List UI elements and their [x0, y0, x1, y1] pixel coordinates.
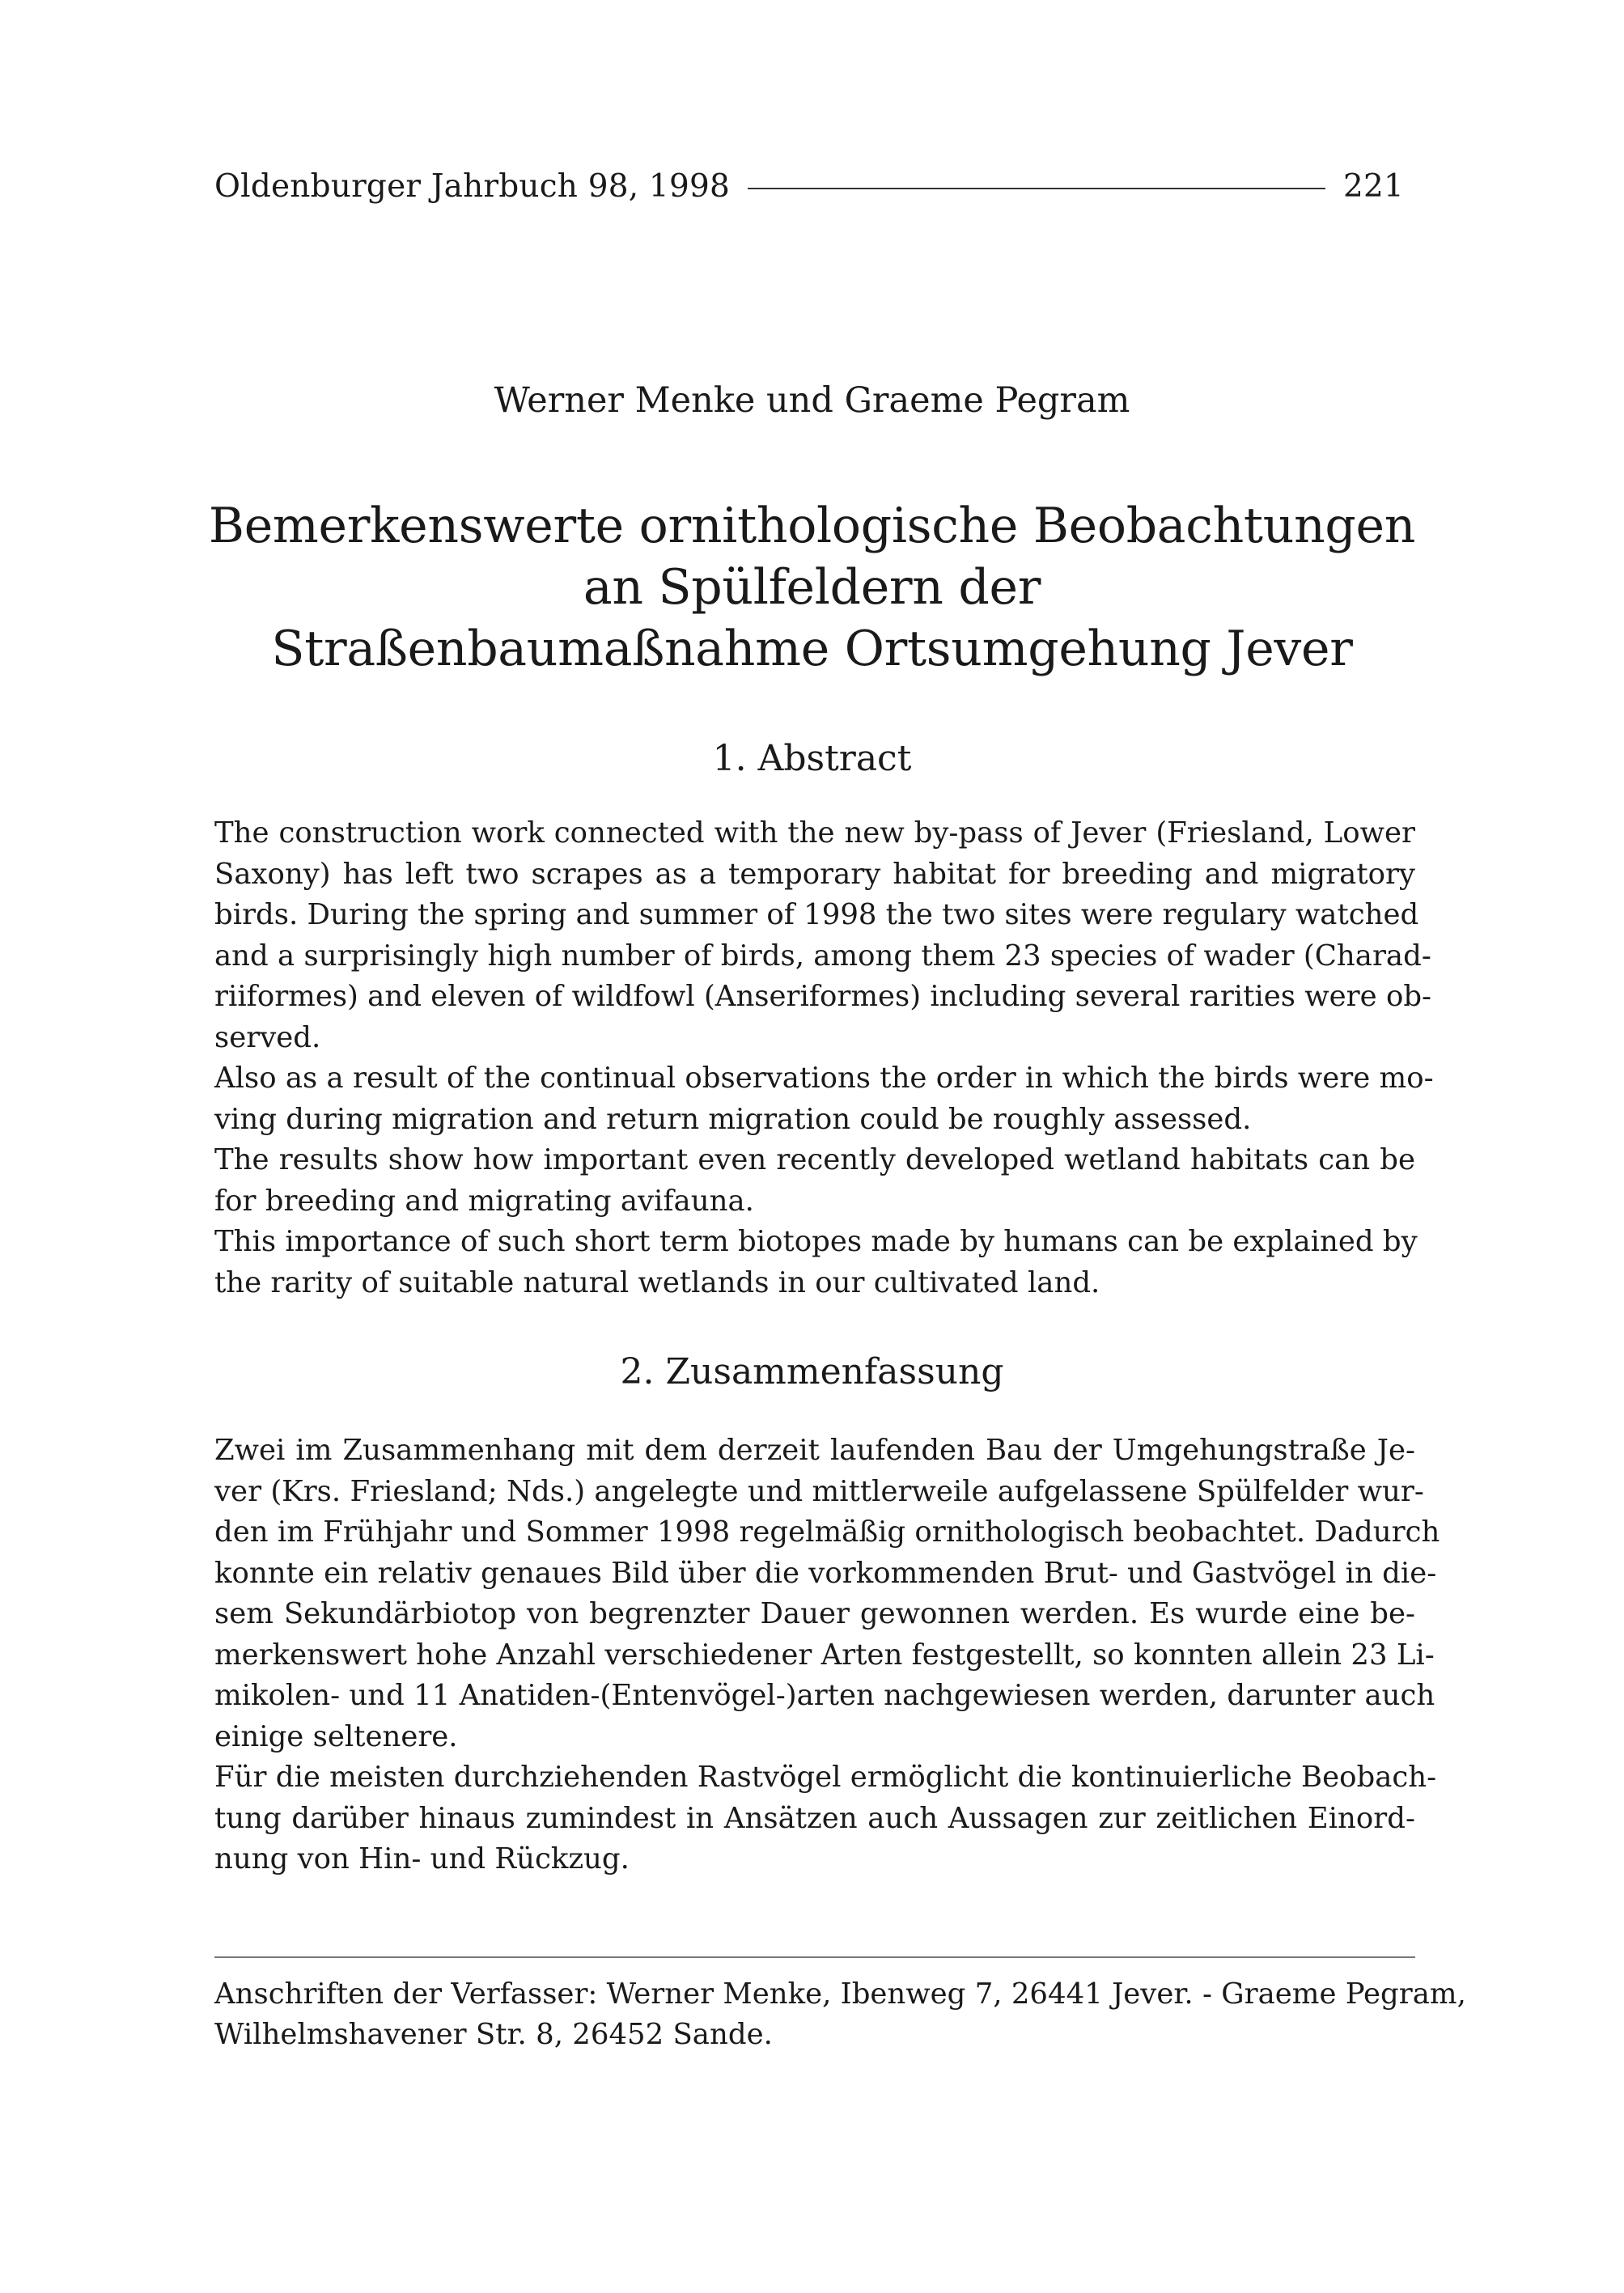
text-line: Für die meisten durchziehenden Rastvögel ermöglicht die kontinuierliche Beobach- [214, 1761, 1437, 1794]
text-line: This importance of such short term biotopes made by humans can be explained by [214, 1225, 1418, 1258]
text-line: ving during migration and return migration could be roughly assessed. [214, 1102, 1252, 1136]
text-line: den im Frühjahr und Sommer 1998 regelmäßig ornithologisch beobachtet. Dadurch [214, 1515, 1440, 1549]
text-line: sem Sekundärbiotop von begrenzter Dauer gewonnen werden. Es wurde eine be- [214, 1597, 1415, 1630]
text-line: the rarity of suitable natural wetlands in our cultivated land. [214, 1265, 1100, 1299]
text-line: served. [214, 1020, 321, 1054]
text-line: riiformes) and eleven of wildfowl (Anseriformes) including several rarities were ob- [214, 980, 1432, 1013]
author-addresses [214, 1974, 1466, 2055]
header-rule [748, 188, 1325, 189]
text-line: birds. During the spring and summer of 1998 the two sites were regulary watched [214, 898, 1419, 931]
journal-name: Oldenburger Jahrbuch 98, 1998 [214, 168, 730, 205]
text-line: tung darüber hinaus zumindest in Ansätzen auch Aussagen zur zeitlichen Einord- [214, 1801, 1415, 1835]
text-line: The construction work connected with the new by-pass of Jever (Friesland, Lower [214, 816, 1415, 850]
text-line: Saxony) has left two scrapes as a temporary habitat for breeding and migratory [214, 857, 1415, 891]
title-line: Bemerkenswerte ornithologische Beobachtungen [208, 498, 1416, 554]
text-line: and a surprisingly high number of birds, among them 23 species of wader (Charad- [214, 939, 1431, 973]
abstract-heading: 1. Abstract [712, 738, 912, 779]
text-line: nung von Hin- und Rückzug. [214, 1842, 630, 1876]
title-line: an Spülfeldern der [583, 559, 1041, 616]
title-line: Straßenbaumaßnahme Ortsumgehung Jever [271, 621, 1353, 677]
text-line: The results show how important even recently developed wetland habitats can be [214, 1143, 1415, 1176]
text-line: konnte ein relativ genaues Bild über die vorkommenden Brut- und Gastvögel in die- [214, 1556, 1437, 1590]
running-head [214, 168, 1404, 205]
summary-text [214, 1430, 1440, 1880]
text-line: einige seltenere. [214, 1719, 458, 1753]
summary-heading: 2. Zusammenfassung [620, 1351, 1004, 1392]
text-line: Also as a result of the continual observations the order in which the birds were mo- [214, 1062, 1434, 1095]
text-line: mikolen- und 11 Anatiden-(Entenvögel-)arten nachgewiesen werden, darunter auch [214, 1679, 1435, 1712]
text-line: for breeding and migrating avifauna. [214, 1184, 754, 1218]
text-line: ver (Krs. Friesland; Nds.) angelegte und mittlerweile aufgelassene Spülfelder wur- [214, 1474, 1424, 1508]
abstract-text [214, 813, 1434, 1303]
page-number: 221 [1342, 168, 1404, 205]
author-line: Werner Menke und Graeme Pegram [494, 380, 1130, 421]
footnote-line: Wilhelmshavener Str. 8, 26452 Sande. [214, 2018, 773, 2051]
text-line: Zwei im Zusammenhang mit dem derzeit laufenden Bau der Umgehungstraße Je- [214, 1434, 1415, 1467]
text-line: merkenswert hohe Anzahl verschiedener Arten festgestellt, so konnten allein 23 Li- [214, 1638, 1435, 1672]
footnote-line: Anschriften der Verfasser: Werner Menke, Ibenweg 7, 26441 Jever. - Graeme Pegram, [214, 1977, 1466, 2011]
footnote-rule [214, 1956, 1415, 1958]
article-title [0, 495, 1624, 680]
